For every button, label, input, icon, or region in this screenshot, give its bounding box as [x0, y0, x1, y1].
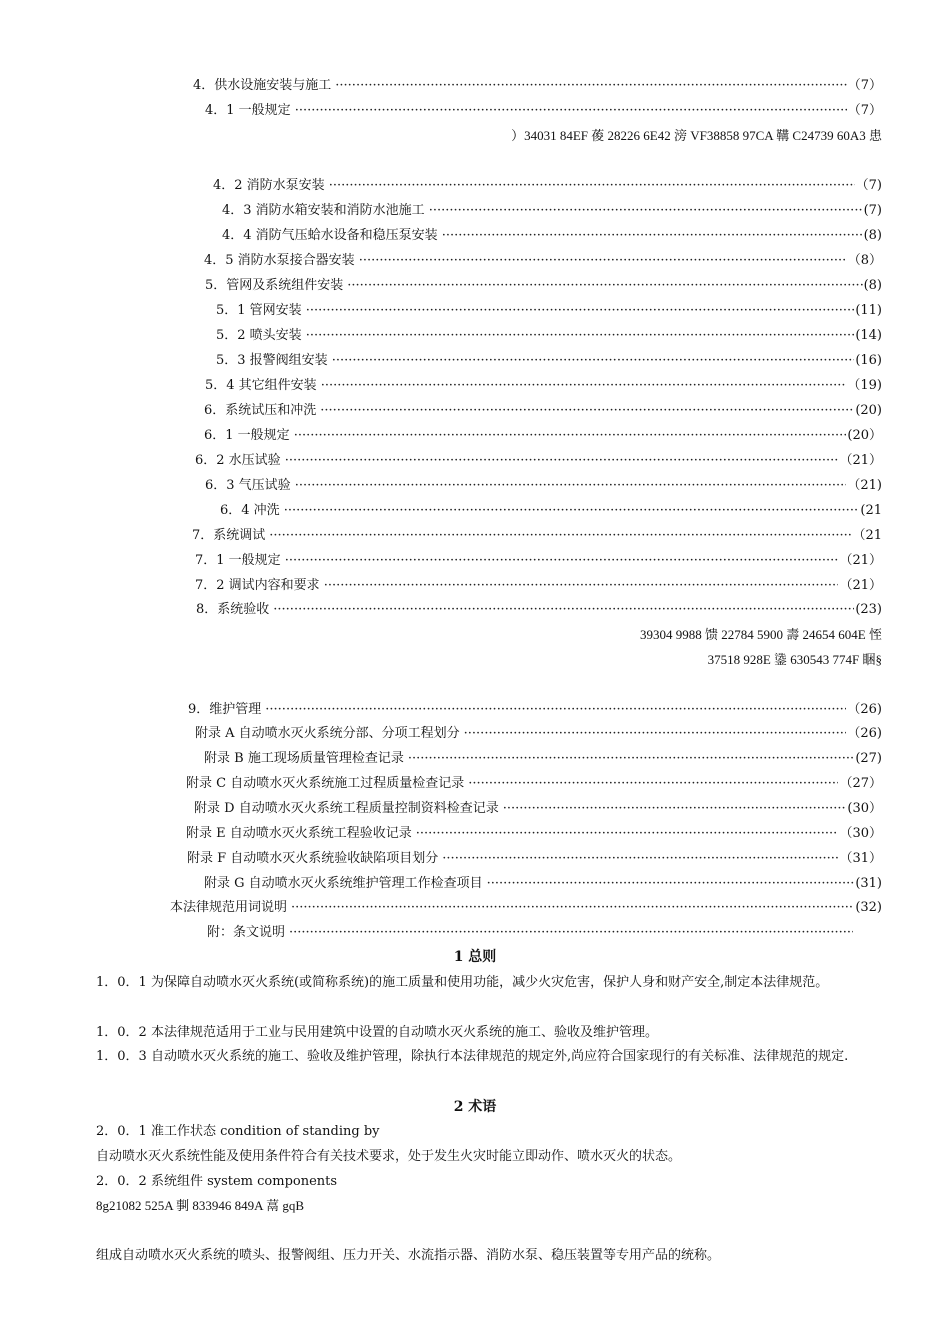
toc-entry [220, 501, 882, 521]
toc-entry [204, 401, 882, 421]
toc-entry [170, 898, 882, 918]
toc-entry [186, 774, 882, 794]
toc-page-number: （26) [847, 702, 882, 717]
clause-paragraph: 1．0．2 本法律规范适用于工业与民用建筑中设置的自动喷水灭火系统的施工、验收及维护管理。 [96, 1025, 658, 1040]
toc-leader-dots [487, 874, 855, 894]
toc-page-number: （27） [839, 776, 882, 791]
toc-label: 附录 D 自动喷水灭火系统工程质量控制资料检查记录 [194, 801, 499, 816]
toc-leader-dots [321, 376, 847, 396]
toc-label: 4．供水设施安装与施工 [193, 78, 332, 93]
clause-paragraph: 1．0．3 自动喷水灭火系统的施工、验收及维护管理，除执行本法律规范的规定外,尚应符合国家现行的有关标准、法律规范的规定. [96, 1049, 849, 1064]
toc-page-number: （30） [839, 826, 882, 841]
toc-label: 6．1 一般规定 [204, 428, 290, 443]
toc-entry [195, 576, 882, 596]
garbled-text-line: 37518 928E 鍌 630543 774F 睏§ [707, 652, 882, 667]
toc-entry [204, 251, 882, 271]
toc-label: 7．2 调试内容和要求 [195, 578, 320, 593]
toc-entry [222, 226, 882, 246]
section-heading-general: 1 总则 [453, 949, 497, 965]
toc-label: 附录 E 自动喷水灭火系统工程验收记录 [186, 826, 412, 841]
toc-entry [216, 326, 882, 346]
toc-leader-dots [464, 724, 847, 744]
toc-label: 附录 F 自动喷水灭火系统验收缺陷项目划分 [187, 851, 439, 866]
toc-label: 6．3 气压试验 [205, 478, 291, 493]
toc-label: 6．系统试压和冲洗 [204, 403, 317, 418]
toc-leader-dots [285, 551, 839, 571]
toc-page-number: （21) [847, 478, 882, 493]
toc-entry [204, 426, 882, 446]
toc-entry [204, 749, 882, 769]
toc-label: 4．2 消防水泵安装 [213, 178, 325, 193]
toc-entry [207, 923, 854, 943]
toc-leader-dots [284, 501, 860, 521]
toc-page-number: (30） [847, 801, 882, 816]
toc-page-number: (20） [847, 428, 882, 443]
toc-leader-dots [285, 451, 839, 471]
toc-entry [187, 849, 882, 869]
toc-entry [195, 551, 882, 571]
garbled-text-line: ）34031 84EF 葰 28226 6E42 滂 VF38858 97CA 鞲 C24739 60A3 患 [511, 128, 882, 143]
toc-page-number: （21） [839, 453, 882, 468]
toc-entry [216, 351, 882, 371]
toc-leader-dots [265, 700, 846, 720]
toc-page-number: （21 [852, 528, 882, 543]
toc-label: 4．3 消防水箱安装和消防水池施工 [222, 203, 425, 218]
term-title: 2．0．2 系统组件 system components [96, 1174, 338, 1189]
toc-page-number: （21） [839, 553, 882, 568]
toc-label: 5．3 报警阀组安装 [216, 353, 328, 368]
garbled-text-line: 8g21082 525A 剚 833946 849A 蒚 gqB [96, 1198, 305, 1213]
toc-leader-dots [429, 201, 863, 221]
toc-page-number: (11) [855, 303, 882, 318]
toc-entry [195, 724, 882, 744]
toc-label: 附录 C 自动喷水灭火系统施工过程质量检查记录 [186, 776, 465, 791]
toc-leader-dots [359, 251, 847, 271]
toc-page-number: （26) [847, 726, 882, 741]
toc-label: 附录 G 自动喷水灭火系统维护管理工作检查项目 [204, 876, 483, 891]
toc-label: 6．2 水压试验 [195, 453, 281, 468]
garbled-text-line: 39304 9988 馈 22784 5900 壽 24654 604E 恎 [640, 627, 882, 642]
toc-leader-dots [324, 576, 839, 596]
toc-leader-dots [442, 849, 838, 869]
toc-page-number: （21） [839, 578, 882, 593]
toc-page-number: (21 [860, 503, 882, 518]
toc-label: 8．系统验收 [196, 602, 270, 617]
toc-entry [195, 451, 882, 471]
toc-entry [194, 799, 882, 819]
toc-page-number: (8) [863, 278, 882, 293]
toc-leader-dots [442, 226, 863, 246]
toc-entry [186, 824, 882, 844]
toc-page-number: (27) [855, 751, 882, 766]
toc-leader-dots [295, 101, 847, 121]
toc-entry [204, 874, 882, 894]
toc-page-number: (32) [855, 900, 882, 915]
toc-entry [213, 176, 882, 196]
toc-label: 附录 B 施工现场质量管理检查记录 [204, 751, 404, 766]
toc-leader-dots [306, 301, 855, 321]
toc-entry [192, 526, 882, 546]
toc-leader-dots [468, 774, 838, 794]
toc-page-number: （7） [847, 103, 882, 118]
toc-entry [205, 376, 882, 396]
toc-leader-dots [416, 824, 839, 844]
toc-entry [205, 101, 882, 121]
toc-leader-dots [289, 923, 853, 943]
toc-label: 附：条文说明 [207, 925, 286, 940]
toc-leader-dots [295, 476, 847, 496]
toc-label: 附录 A 自动喷水灭火系统分部、分项工程划分 [195, 726, 460, 741]
toc-entry [216, 301, 882, 321]
toc-label: 5．1 管网安装 [216, 303, 302, 318]
toc-label: 9．维护管理 [188, 702, 262, 717]
toc-page-number: (23) [855, 602, 882, 617]
toc-leader-dots [347, 276, 862, 296]
toc-entry [205, 276, 882, 296]
toc-leader-dots [329, 176, 855, 196]
toc-leader-dots [306, 326, 855, 346]
toc-page-number: (31) [855, 876, 882, 891]
toc-page-number: (20) [855, 403, 882, 418]
toc-label: 7．系统调试 [192, 528, 266, 543]
toc-page-number: （7) [855, 178, 882, 193]
term-definition: 自动喷水灭火系统性能及使用条件符合有关技术要求，处于发生火灾时能立即动作、喷水灭火的状态。 [96, 1149, 682, 1164]
toc-entry [196, 600, 882, 620]
toc-entry [193, 76, 882, 96]
toc-leader-dots [273, 600, 854, 620]
toc-label: 5．4 其它组件安装 [205, 378, 317, 393]
toc-page-number: （7） [847, 78, 882, 93]
toc-label: 6．4 冲洗 [220, 503, 280, 518]
toc-page-number: (8) [863, 228, 882, 243]
term-title: 2．0．1 准工作状态 condition of standing by [96, 1124, 380, 1139]
toc-page-number: (14) [855, 328, 882, 343]
toc-page-number: (16) [855, 353, 882, 368]
toc-leader-dots [332, 351, 855, 371]
toc-label: 4．4 消防气压蛤水设备和稳压泵安装 [222, 228, 438, 243]
toc-page-number: (7) [863, 203, 882, 218]
toc-leader-dots [320, 401, 854, 421]
toc-entry [222, 201, 882, 221]
toc-label: 4．1 一般规定 [205, 103, 291, 118]
term-definition: 组成自动喷水灭火系统的喷头、报警阀组、压力开关、水流指示器、消防水泵、稳压装置等专用产品的统称。 [96, 1248, 721, 1263]
toc-leader-dots [269, 526, 851, 546]
toc-entry [188, 700, 882, 720]
clause-paragraph: 1．0．1 为保障自动喷水灭火系统(或简称系统)的施工质量和使用功能，减少火灾危害，保护人身和财产安全,制定本法律规范。 [96, 975, 829, 990]
toc-entry [205, 476, 882, 496]
section-heading-terms: 2 术语 [453, 1099, 497, 1115]
toc-leader-dots [335, 76, 846, 96]
toc-leader-dots [408, 749, 854, 769]
toc-leader-dots [294, 426, 847, 446]
toc-page-number: （8） [847, 253, 882, 268]
toc-label: 本法律规范用词说明 [170, 900, 288, 915]
toc-label: 5．2 喷头安装 [216, 328, 302, 343]
toc-page-number: （31） [839, 851, 882, 866]
toc-label: 5．管网及系统组件安装 [205, 278, 344, 293]
toc-page-number: （19) [847, 378, 882, 393]
toc-label: 4．5 消防水泵接合器安装 [204, 253, 355, 268]
toc-leader-dots [291, 898, 854, 918]
toc-leader-dots [503, 799, 847, 819]
toc-label: 7．1 一般规定 [195, 553, 281, 568]
